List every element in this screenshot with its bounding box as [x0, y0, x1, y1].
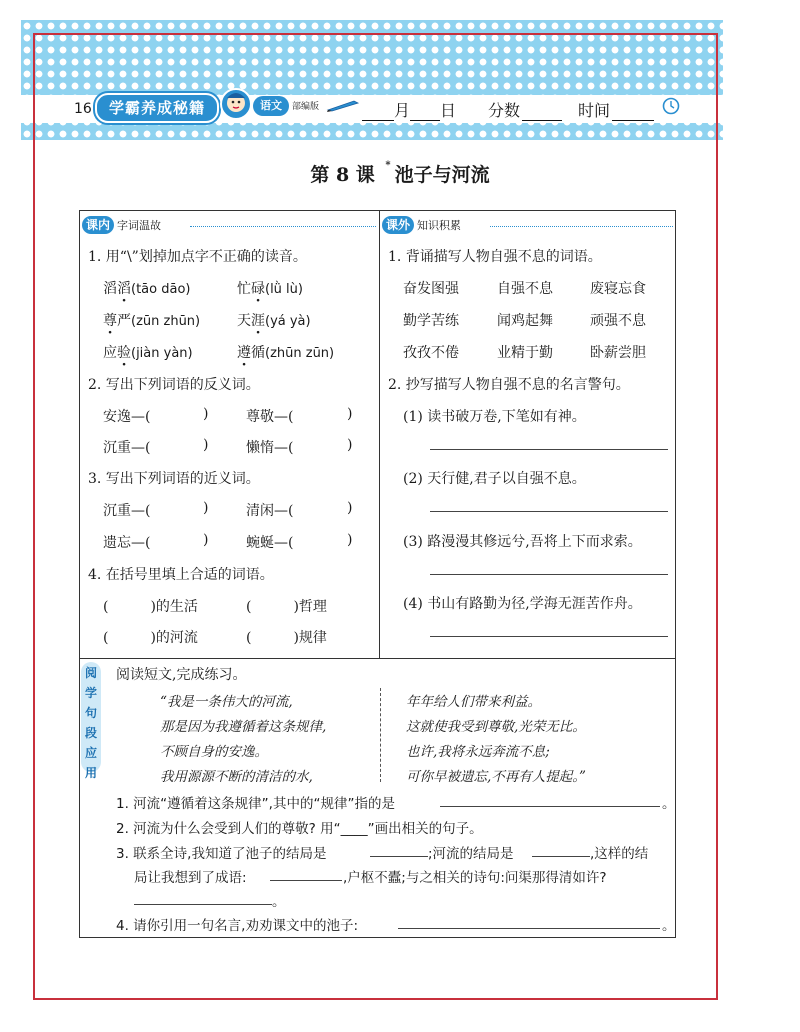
edition-label: 部编版 [292, 102, 320, 112]
synonym-item: 遗忘—( [103, 535, 151, 551]
left-section-tag: 课内 [82, 216, 114, 234]
pen-icon [326, 98, 360, 112]
day-blank[interactable] [410, 102, 440, 121]
series-title: 学霸养成秘籍 [95, 93, 219, 123]
day-label: 日 [440, 101, 457, 120]
right-header-rule [490, 226, 673, 227]
antonym-item: 沉重—( [103, 440, 151, 456]
reading-q4: 4. 请你引用一句名言,劝劝课文中的池子: [116, 918, 359, 934]
left-q1-item: 忙碌(lǜ lù) [237, 281, 303, 297]
right-section-header [382, 214, 461, 236]
reading-q3-e: ,户枢不蠹;与之相关的诗句:问渠那得清如许? [343, 870, 607, 886]
left-q1-item: 应验(jiàn yàn) [103, 345, 193, 361]
idiom-word: 孜孜不倦 [403, 345, 459, 361]
poem-line: 那是因为我遵循着这条规律, [160, 719, 327, 735]
poem-line: 我用源源不断的清洁的水, [160, 769, 313, 785]
quote-item: (3) 路漫漫其修远兮,吾将上下而求索。 [403, 534, 642, 550]
fill-item: ( )规律 [246, 630, 327, 646]
reading-q1: 1. 河流“遵循着这条规律”,其中的“规律”指的是 [116, 796, 395, 812]
left-q1-item: 滔滔(tāo dāo) [103, 281, 191, 297]
time-label: 时间 [578, 101, 611, 120]
quote-answer-line[interactable] [430, 511, 668, 512]
quote-answer-line[interactable] [430, 636, 668, 637]
idiom-word: 奋发图强 [403, 281, 459, 297]
reading-q3-blank[interactable] [134, 904, 272, 905]
section-divider [79, 658, 676, 659]
quote-answer-line[interactable] [430, 574, 668, 575]
reading-q3-blank[interactable] [370, 856, 428, 857]
lesson-number: 第 8 课 [310, 164, 375, 186]
quote-answer-line[interactable] [430, 449, 668, 450]
time-blank[interactable] [612, 102, 654, 121]
reading-instruction: 阅读短文,完成练习。 [116, 667, 247, 683]
right-section-subtitle: 知识积累 [417, 219, 462, 232]
fill-item: ( )的河流 [103, 630, 198, 646]
synonym-item: 清闲—( [246, 503, 294, 519]
synonym-close: ) [347, 532, 353, 548]
poem-line: 可你早被遗忘,不再有人提起。” [406, 769, 586, 785]
left-header-rule [190, 226, 376, 227]
mascot-icon [218, 86, 254, 122]
lesson-title [0, 160, 800, 187]
antonym-close: ) [203, 406, 209, 422]
poem-line: 这就使我受到尊敬,光荣无比。 [406, 719, 586, 735]
idiom-word: 业精于勤 [497, 345, 553, 361]
left-section-subtitle: 字词温故 [117, 219, 162, 232]
antonym-close: ) [347, 406, 353, 422]
right-q1-prompt: 1. 背诵描写人物自强不息的词语。 [388, 249, 602, 265]
poem-line: 年年给人们带来利益。 [406, 694, 541, 710]
fill-item: ( )的生活 [103, 599, 198, 615]
reading-q3-c: ,这样的结 [590, 846, 649, 862]
column-divider [379, 210, 380, 659]
left-q2-prompt: 2. 写出下列词语的反义词。 [88, 377, 260, 393]
synonym-close: ) [203, 500, 209, 516]
idiom-word: 自强不息 [497, 281, 553, 297]
idiom-word: 勤学苦练 [403, 313, 459, 329]
reading-q4-end: 。 [662, 918, 676, 934]
antonym-item: 安逸—( [103, 409, 151, 425]
right-section-tag: 课外 [382, 216, 414, 234]
antonym-item: 尊敬—( [246, 409, 294, 425]
poem-line: 不顾自身的安逸。 [160, 744, 268, 760]
reading-q4-blank[interactable] [398, 928, 660, 929]
reading-q1-blank[interactable] [440, 806, 660, 807]
idiom-word: 废寝忘食 [590, 281, 646, 297]
synonym-item: 蜿蜒—( [246, 535, 294, 551]
poem-divider [380, 688, 381, 782]
left-q1-item: 天涯(yá yà) [237, 313, 311, 329]
month-blank[interactable] [362, 102, 394, 121]
antonym-close: ) [347, 437, 353, 453]
reading-q3-blank[interactable] [532, 856, 590, 857]
score-field [488, 98, 562, 121]
date-field [362, 98, 456, 121]
left-section-header [82, 214, 161, 236]
left-q3-prompt: 3. 写出下列词语的近义词。 [88, 471, 260, 487]
reading-q3-end: 。 [272, 894, 286, 910]
fill-item: ( )哲理 [246, 599, 327, 615]
synonym-item: 沉重—( [103, 503, 151, 519]
right-q2-prompt: 2. 抄写描写人物自强不息的名言警句。 [388, 377, 630, 393]
month-label: 月 [394, 101, 411, 120]
score-blank[interactable] [522, 102, 562, 121]
reading-q3-a: 3. 联系全诗,我知道了池子的结局是 [116, 846, 327, 862]
synonym-close: ) [203, 532, 209, 548]
poem-line: “我是一条伟大的河流, [160, 694, 293, 710]
lesson-star: * [385, 160, 391, 171]
idiom-word: 卧薪尝胆 [590, 345, 646, 361]
left-q1-item: 尊严(zūn zhūn) [103, 313, 201, 329]
antonym-item: 懒惰—( [246, 440, 294, 456]
quote-item: (2) 天行健,君子以自强不息。 [403, 471, 586, 487]
subject-badge: 语文 [253, 96, 289, 116]
left-q1-prompt: 1. 用“\”划掉加点字不正确的读音。 [88, 249, 307, 265]
time-field [578, 98, 654, 121]
synonym-close: ) [347, 500, 353, 516]
antonym-close: ) [203, 437, 209, 453]
left-q4-prompt: 4. 在括号里填上合适的词语。 [88, 567, 274, 583]
reading-side-tag: 阅 学 句 段 应 用 [81, 662, 101, 772]
idiom-word: 顽强不息 [590, 313, 646, 329]
lesson-name: 池子与河流 [394, 164, 490, 186]
clock-icon [662, 97, 680, 115]
score-label: 分数 [488, 101, 521, 120]
left-q1-item: 遵循(zhūn zūn) [237, 345, 335, 361]
poem-line: 也许,我将永远奔流不息; [406, 744, 550, 760]
quote-item: (1) 读书破万卷,下笔如有神。 [403, 409, 586, 425]
reading-q2: 2. 河流为什么会受到人们的尊敬? 用“____”画出相关的句子。 [116, 821, 483, 837]
idiom-word: 闻鸡起舞 [497, 313, 553, 329]
reading-q3-d: 局让我想到了成语: [134, 870, 247, 886]
quote-item: (4) 书山有路勤为径,学海无涯苦作舟。 [403, 596, 642, 612]
page-number: 16 [74, 101, 92, 117]
reading-q3-blank[interactable] [270, 880, 342, 881]
reading-q3-b: ;河流的结局是 [428, 846, 514, 862]
reading-q1-end: 。 [662, 796, 676, 812]
